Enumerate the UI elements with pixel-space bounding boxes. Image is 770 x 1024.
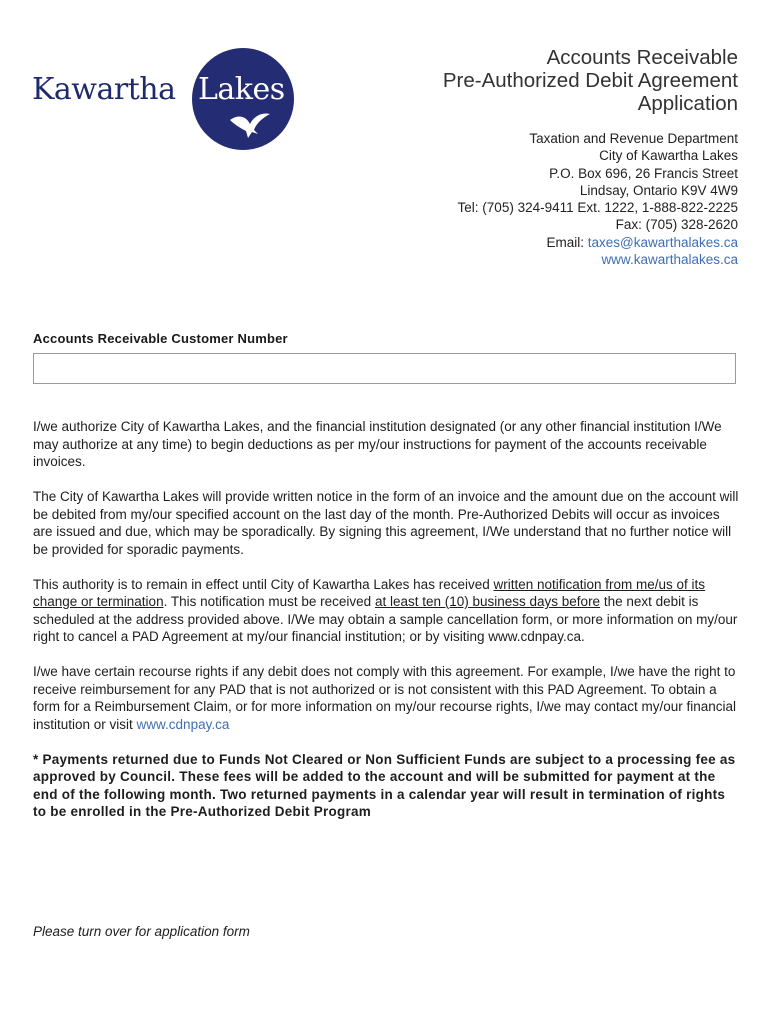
title-line-3: Application bbox=[637, 92, 738, 115]
turn-over-note: Please turn over for application form bbox=[33, 924, 250, 939]
document-title bbox=[443, 46, 738, 115]
kawartha-lakes-logo bbox=[32, 48, 294, 152]
cdnpay-link[interactable]: www.cdnpay.ca bbox=[136, 716, 230, 732]
returned-payments-notice: * Payments returned due to Funds Not Cleared or Non Sufficient Funds are subject to a processing fee as approved by Council. These fees will be added to the account and will be submitted for payment at the end of the following month. Two returned payments in a calendar year will result in termination of rights to be enrolled in the Pre-Authorized Debit Program bbox=[33, 751, 736, 819]
authority-underline-1: written notification from me/us of its change or termination bbox=[33, 576, 706, 609]
authority-underline-2: at least ten (10) business days before bbox=[374, 594, 601, 609]
po-box: P.O. Box 696, 26 Francis Street bbox=[549, 165, 738, 181]
customer-number-field[interactable] bbox=[33, 353, 736, 384]
authority-text-a: This authority is to remain in effect until City of Kawartha Lakes has received bbox=[33, 576, 494, 592]
website-link[interactable]: www.kawarthalakes.ca bbox=[601, 252, 738, 268]
agreement-body bbox=[33, 418, 739, 838]
department-name: Taxation and Revenue Department bbox=[529, 131, 738, 146]
recourse-paragraph bbox=[33, 663, 739, 733]
telephone: Tel: (705) 324-9411 Ext. 1222, 1-888-822-2225 bbox=[457, 200, 738, 216]
fax: Fax: (705) 328-2620 bbox=[615, 217, 738, 233]
email-line bbox=[458, 234, 738, 251]
authorization-paragraph: I/we authorize City of Kawartha Lakes, and the financial institution designated (or any other financial institution I/We may authorize at any time) to begin deductions as per my/our instructions for payment of the accounts receivable invoices. bbox=[33, 419, 722, 469]
locality: Lindsay, Ontario K9V 4W9 bbox=[579, 182, 738, 198]
authority-text-c: the next debit is scheduled at the address provided above. I/We may obtain a sample cancellation form, or more information on my/our right to cancel a PAD Agreement at my/our financial institution; or by visiting www.cdnpay.ca. bbox=[33, 594, 738, 644]
title-line-1: Accounts Receivable bbox=[546, 46, 738, 69]
title-line-2: Pre-Authorized Debit Agreement bbox=[442, 69, 738, 92]
department-address bbox=[458, 130, 738, 268]
city-name: City of Kawartha Lakes bbox=[599, 148, 738, 164]
customer-number-label: Accounts Receivable Customer Number bbox=[33, 331, 288, 346]
notice-paragraph: The City of Kawartha Lakes will provide written notice in the form of an invoice and the amount due on the account will be debited from my/our specified account on the last day of the month. Pre-Authorized Debits will occur as invoices are issued and due, which may be sporadically. By signing this agreement, I/We understand that no further notice will be provided for sporadic payments. bbox=[33, 489, 739, 557]
eagle-icon bbox=[228, 110, 272, 140]
authority-paragraph bbox=[33, 576, 739, 646]
logo-text-kawartha: Kawartha bbox=[32, 72, 176, 107]
logo-circle bbox=[192, 48, 294, 150]
email-label: Email: bbox=[546, 234, 588, 250]
authority-text-b: . This notification must be received bbox=[163, 594, 375, 609]
email-link[interactable]: taxes@kawarthalakes.ca bbox=[587, 234, 738, 250]
recourse-text: I/we have certain recourse rights if any debit does not comply with this agreement. For example, I/we have the right to receive reimbursement for any PAD that is not authorized or is not consistent with this PAD Agreement. To obtain a form for a Reimbursement Claim, or for more information on my/our recourse rights, I/we may contact my/our financial institution or visit bbox=[33, 664, 736, 732]
logo-text-lakes: Lakes bbox=[198, 72, 285, 107]
